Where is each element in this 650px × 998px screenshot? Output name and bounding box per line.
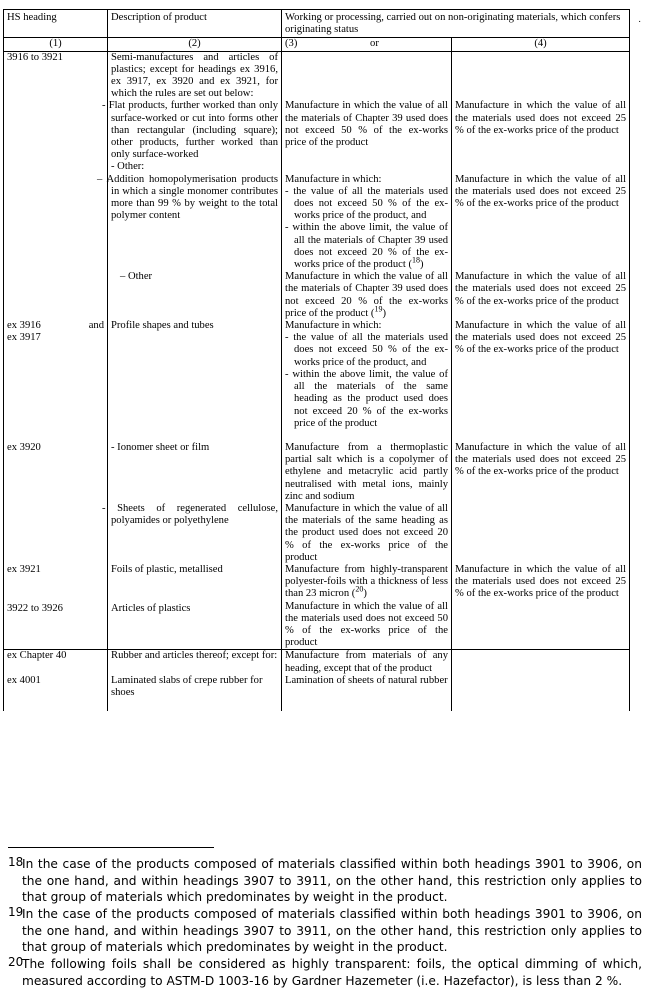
working-rule-col3: Manufacture in which the value of all the materials of Chapter 39 used does not exceed 20 % of the ex-works price of the product ($^{19}$): [282, 271, 452, 320]
footnote: [8, 956, 642, 989]
header-hs-heading: HS heading: [4, 10, 108, 38]
product-description: Laminated slabs of crepe rubber for shoes: [108, 675, 282, 699]
footnote-text: In the case of the products composed of materials classified within both headings 3901 to 3906, on the one hand, and within headings 3907 to 3911, on the other hand, this restriction only applies to that group of materials which predominates by weight in the product.: [22, 907, 642, 954]
table-row: [4, 271, 630, 320]
footnote: [8, 906, 642, 956]
working-rule-col4: Manufacture in which the value of all the materials used does not exceed 25 % of the ex-works price of the product: [452, 430, 630, 503]
working-rule-col4: Manufacture in which the value of all the materials used does not exceed 25 % of the ex-works price of the product: [452, 174, 630, 272]
product-description: Profile shapes and tubes: [108, 320, 282, 430]
working-rule-col3: Manufacture in which the value of all the materials of Chapter 39 used does not exceed 50 % of the ex-works price of the product: [282, 100, 452, 161]
working-rule-col3: Manufacture from a thermoplastic partial salt which is a copolymer of ethylene and metacrylic acid partly neutralised with metal ions, mainly zinc and sodium: [282, 430, 452, 503]
table-row: [4, 100, 630, 161]
margin-mark: ·: [638, 16, 642, 27]
working-rule-col4: Manufacture in which the value of all the materials used does not exceed 25 % of the ex-works price of the product: [452, 100, 630, 161]
product-description: - Ionomer sheet or film: [108, 430, 282, 503]
col-number-3-cell: [282, 38, 452, 51]
product-description: - Other:: [108, 161, 282, 173]
col-or-label: or: [370, 38, 379, 50]
product-description: – Addition homopolymerisation products in which a single monomer contributes more than 99 % by weight to the total polymer content: [108, 174, 282, 272]
header-description: Description of product: [108, 10, 282, 38]
footnote-ref: 18: [411, 255, 420, 265]
footnote-text: In the case of the products composed of materials classified within both headings 3901 to 3906, on the one hand, and within headings 3907 to 3911, on the other hand, this restriction only applies to that group of materials which predominates by weight in the product.: [22, 857, 642, 904]
table-row: [4, 675, 630, 699]
working-rule-col4: Manufacture in which the value of all the materials used does not exceed 25 % of the ex-works price of the product: [452, 271, 630, 320]
table-header-row: [4, 10, 630, 38]
hs-heading: ex Chapter 40: [4, 650, 108, 675]
footnote-separator: [8, 847, 214, 848]
table-row: [4, 503, 630, 564]
working-rule-col3: Manufacture in which: - the value of all the materials used does not exceed 50 % of the ex-works price of the product, and - within the above limit, the value of all the materials of Chapter 39 used does not exceed 20 % of the ex-works price of the product ($^{18}$): [282, 174, 452, 272]
working-rule-col3: Manufacture from highly-transparent polyester-foils with a thickness of less than 23 micron ($^{20}$): [282, 564, 452, 601]
hs-heading: ex 3920: [4, 430, 108, 503]
table-row: [4, 430, 630, 503]
table-row: [4, 51, 630, 100]
product-description: - Flat products, further worked than only surface-worked or cut into forms other than rectangular (including square); other products, further worked than only surface-worked: [108, 100, 282, 161]
hs-heading: ex 4001: [4, 675, 108, 699]
footnote-number: 19: [8, 905, 24, 919]
working-rule-col3: Manufacture in which the value of all the materials of the same heading as the product used does not exceed 20 % of the ex-works price of the product: [282, 503, 452, 564]
working-rule-col3: Manufacture in which: - the value of all the materials used does not exceed 50 % of the ex-works price of the product, and - within the above limit, the value of all the materials of the same heading as the product used does not exceed 20 % of the ex-works price of the product: [282, 320, 452, 430]
hs-heading: 3916 to 3921: [4, 51, 108, 100]
hs-heading: ex 3916 and ex 3917: [4, 320, 108, 430]
footnote-number: 18: [8, 855, 24, 869]
working-rule-col3: Lamination of sheets of natural rubber: [282, 675, 452, 699]
table-row: [4, 174, 630, 272]
product-description: – Other: [108, 271, 282, 320]
table-row: [4, 320, 630, 430]
header-working-processing: Working or processing, carried out on non-originating materials, which confers originating status: [282, 10, 630, 38]
working-rule-col3: Manufacture from materials of any heading, except that of the product: [282, 650, 452, 675]
col-number-3: (3): [285, 38, 298, 50]
product-description: Foils of plastic, metallised: [108, 564, 282, 601]
product-description: Articles of plastics: [108, 601, 282, 650]
hs-heading: ex 3921: [4, 564, 108, 601]
working-rule-col4: Manufacture in which the value of all the materials used does not exceed 25 % of the ex-works price of the product: [452, 564, 630, 601]
footnote-ref: 20: [355, 584, 364, 594]
footnote-ref: 19: [374, 304, 383, 314]
table-row: [4, 650, 630, 675]
working-rule-col4: Manufacture in which the value of all the materials used does not exceed 25 % of the ex-works price of the product: [452, 320, 630, 430]
col-number-1: (1): [4, 38, 108, 51]
table-row: [4, 601, 630, 650]
table-row: [4, 564, 630, 601]
working-rule-col3: Manufacture in which the value of all the materials used does not exceed 50 % of the ex-works price of the product: [282, 601, 452, 650]
table-row: [4, 161, 630, 173]
col-number-4: (4): [452, 38, 630, 51]
product-description: Semi-manufactures and articles of plastics; except for headings ex 3916, ex 3917, ex 3920 and ex 3921, for which the rules are set out below:: [108, 51, 282, 100]
footnote-number: 20: [8, 955, 24, 969]
product-description: Rubber and articles thereof; except for:: [108, 650, 282, 675]
footnote-text: The following foils shall be considered as highly transparent: foils, the optical dimming of which, measured according to ASTM-D 1003-16 by Gardner Hazemeter (i.e. Hazefactor), is less than 2 %.: [22, 957, 642, 988]
product-description: - Sheets of regenerated cellulose, polyamides or polyethylene: [108, 503, 282, 564]
table-row: [4, 699, 630, 711]
hs-heading: 3922 to 3926: [4, 601, 108, 650]
footnote: [8, 856, 642, 906]
column-number-row: [4, 38, 630, 51]
col-number-2: (2): [108, 38, 282, 51]
origin-rules-table: [3, 9, 630, 711]
